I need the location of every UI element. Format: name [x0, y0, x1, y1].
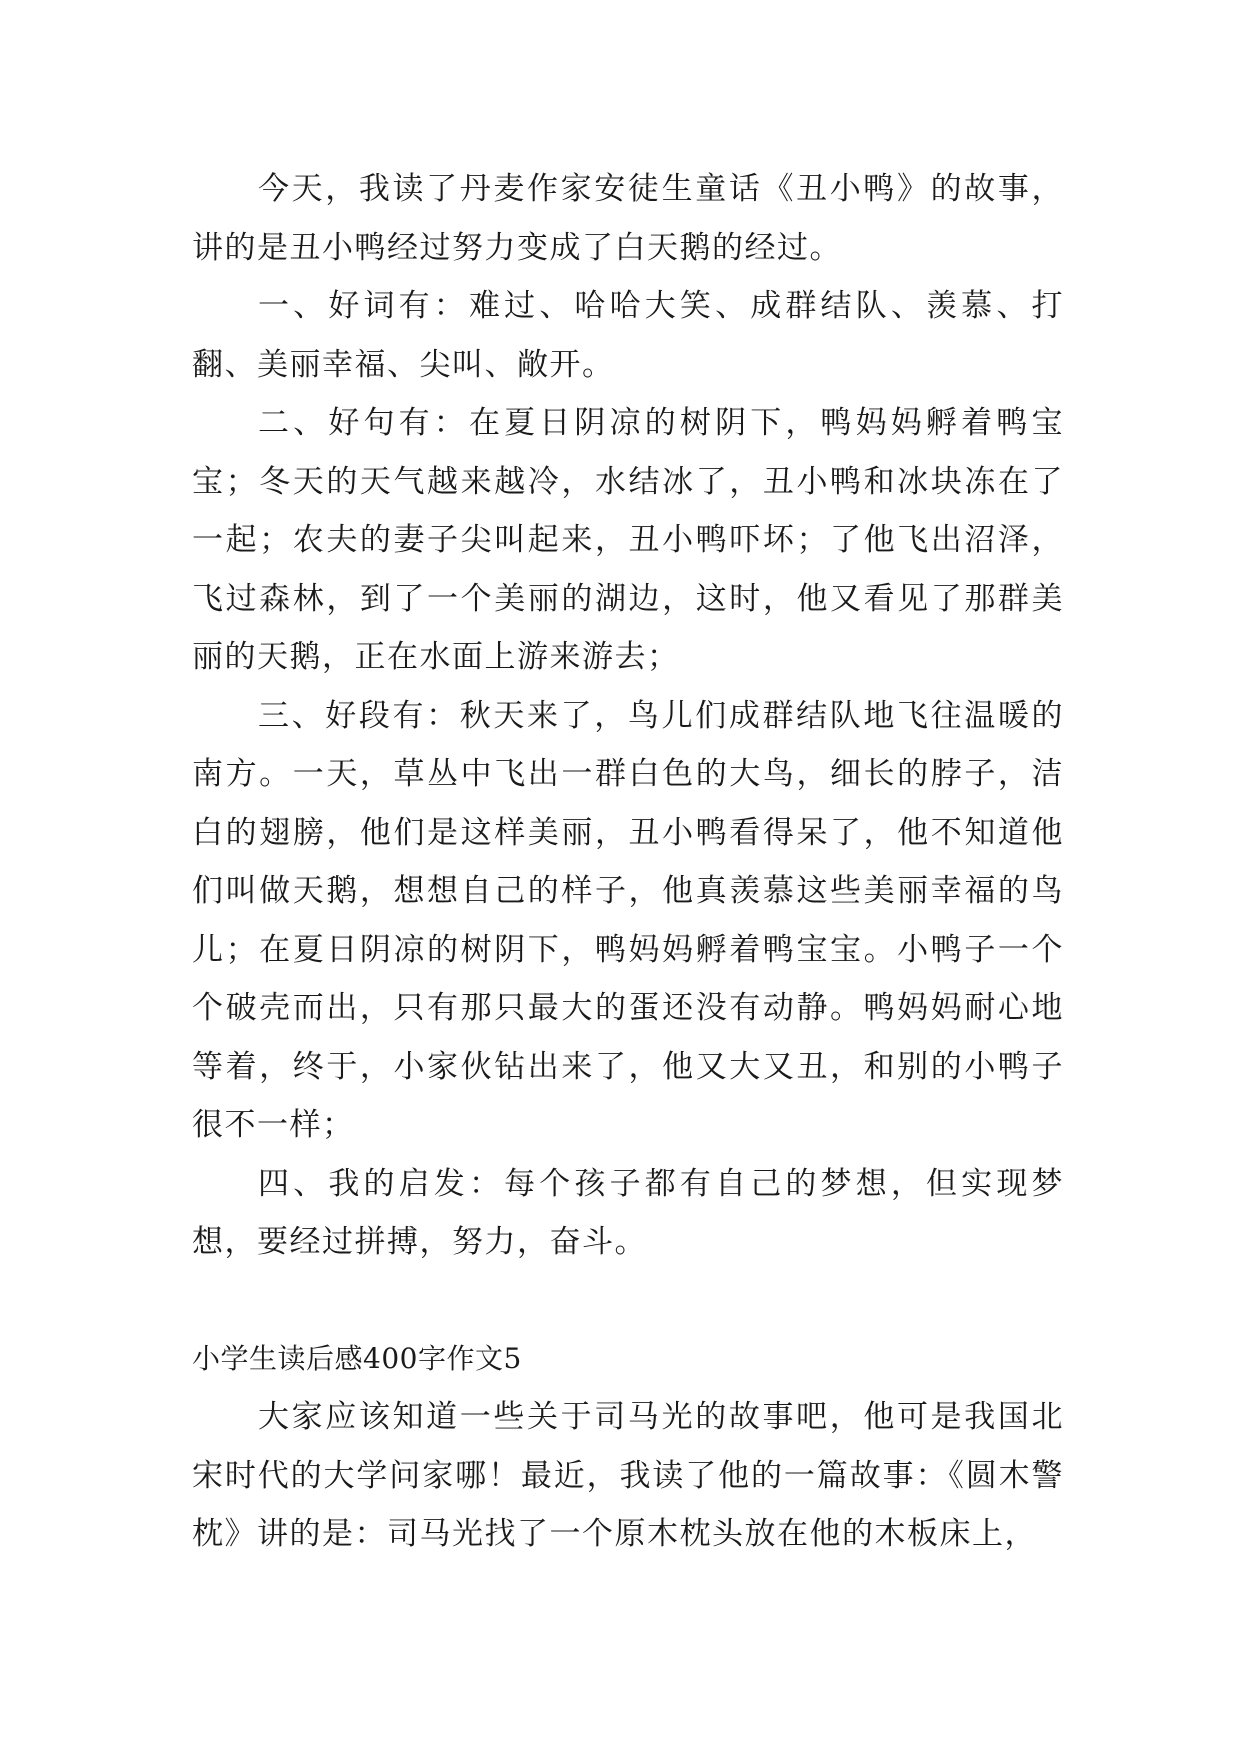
- paragraph-good-passages: 三、好段有：秋天来了，鸟儿们成群结队地飞往温暖的南方。一天，草丛中飞出一群白色的大鸟，细长的脖子，洁白的翅膀，他们是这样美丽，丑小鸭看得呆了，他不知道他们叫做天鹅，想想自己的样子，他真羡慕这些美丽幸福的鸟儿；在夏日阴凉的树阴下，鸭妈妈孵着鸭宝宝。小鸭子一个个破壳而出，只有那只最大的蛋还没有动静。鸭妈妈耐心地等着，终于，小家伙钻出来了，他又大又丑，和别的小鸭子很不一样；: [192, 697, 1064, 1143]
- paragraph-good-sentences: 二、好句有：在夏日阴凉的树阴下，鸭妈妈孵着鸭宝宝；冬天的天气越来越冷，水结冰了，丑小鸭和冰块冻在了一起；农夫的妻子尖叫起来，丑小鸭吓坏；了他飞出沼泽，飞过森林，到了一个美丽的湖边，这时，他又看见了那群美丽的天鹅，正在水面上游来游去；: [192, 405, 1064, 675]
- paragraph-sima-guang: 大家应该知道一些关于司马光的故事吧，他可是我国北宋时代的大学问家哪！最近，我读了他的一篇故事：《圆木警枕》讲的是：司马光找了一个原木枕头放在他的木板床上，: [192, 1399, 1064, 1552]
- paragraph-good-words: 一、好词有：难过、哈哈大笑、成群结队、羡慕、打翻、美丽幸福、尖叫、敞开。: [192, 288, 1064, 383]
- paragraph-inspiration: 四、我的启发：每个孩子都有自己的梦想，但实现梦想，要经过拼搏，努力，奋斗。: [192, 1165, 1064, 1260]
- paragraph-intro: 今天，我读了丹麦作家安徒生童话《丑小鸭》的故事，讲的是丑小鸭经过努力变成了白天鹅的经过。: [192, 171, 1064, 266]
- document-body: [192, 160, 1064, 1564]
- section-heading: 小学生读后感400字作文5: [192, 1341, 522, 1375]
